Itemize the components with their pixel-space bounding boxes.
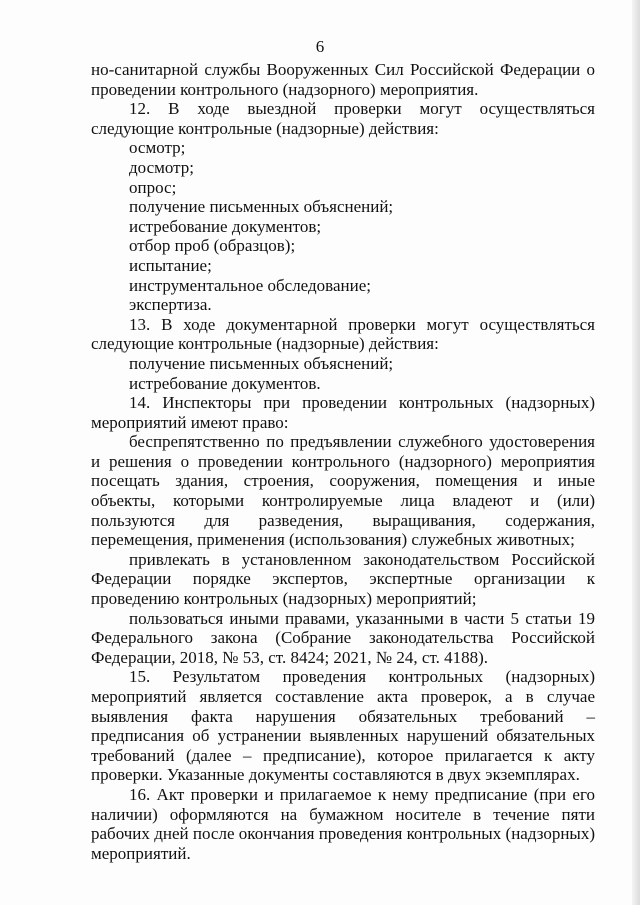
list-item: досмотр; bbox=[129, 157, 195, 177]
document-body bbox=[91, 60, 595, 863]
list-item: получение письменных объяснений; bbox=[129, 197, 394, 217]
list-item: опрос; bbox=[129, 177, 177, 197]
scan-edge-shadow bbox=[632, 0, 640, 905]
paragraph: 16. Акт проверки и прилагаемое к нему предписание (при его наличии) оформляются на бумажном носителе в течение пяти рабочих дней после окончания проведения контрольных (надзорных) мероприятий. bbox=[91, 784, 595, 863]
paragraph: пользоваться иными правами, указанными в части 5 статьи 19 Федерального закона (Собрание законодательства Российской Федерации, 2018, № 53, ст. 8424; 2021, № 24, ст. 4188). bbox=[91, 608, 595, 667]
paragraph: 15. Результатом проведения контрольных (надзорных) мероприятий является составление акта проверок, а в случае выявления факта нарушения обязательных требований – предписания об устранении выявленных нарушений обязательных требований (далее – предписание), которое прилагается к акту проверки. Указанные документы составляются в двух экземплярах. bbox=[91, 667, 595, 785]
list-item: испытание; bbox=[129, 255, 212, 275]
list-item: отбор проб (образцов); bbox=[129, 236, 296, 256]
paragraph: 14. Инспекторы при проведении контрольных (надзорных) мероприятий имеют право: bbox=[91, 393, 595, 432]
list-item: получение письменных объяснений; bbox=[129, 353, 394, 373]
list-item: осмотр; bbox=[129, 138, 186, 158]
paragraph: 12. В ходе выездной проверки могут осуществляться следующие контрольные (надзорные) действия: bbox=[91, 99, 595, 138]
list-item: истребование документов. bbox=[129, 373, 321, 393]
list-item: инструментальное обследование; bbox=[129, 275, 371, 295]
paragraph: 13. В ходе документарной проверки могут осуществляться следующие контрольные (надзорные) действия: bbox=[91, 314, 595, 354]
paragraph: но-санитарной службы Вооруженных Сил Российской Федерации о проведении контрольного (надзорного) мероприятия. bbox=[91, 60, 595, 99]
paragraph: беспрепятственно по предъявлении служебного удостоверения и решения о проведении контрольного (надзорного) мероприятия посещать здания, строения, сооружения, помещения и иные объекты, которыми контролируемые лица владеют и (или) пользуются для разведения, выращивания, содержания, перемещения, применения (использования) служебных животных; bbox=[91, 432, 595, 550]
list-item: истребование документов; bbox=[129, 216, 322, 236]
paragraph: привлекать в установленном законодательством Российской Федерации порядке экспертов, экспертные организации к проведению контрольных (надзорных) мероприятий; bbox=[91, 549, 595, 609]
list-item: экспертиза. bbox=[129, 295, 212, 315]
page-number: 6 bbox=[315, 37, 325, 56]
